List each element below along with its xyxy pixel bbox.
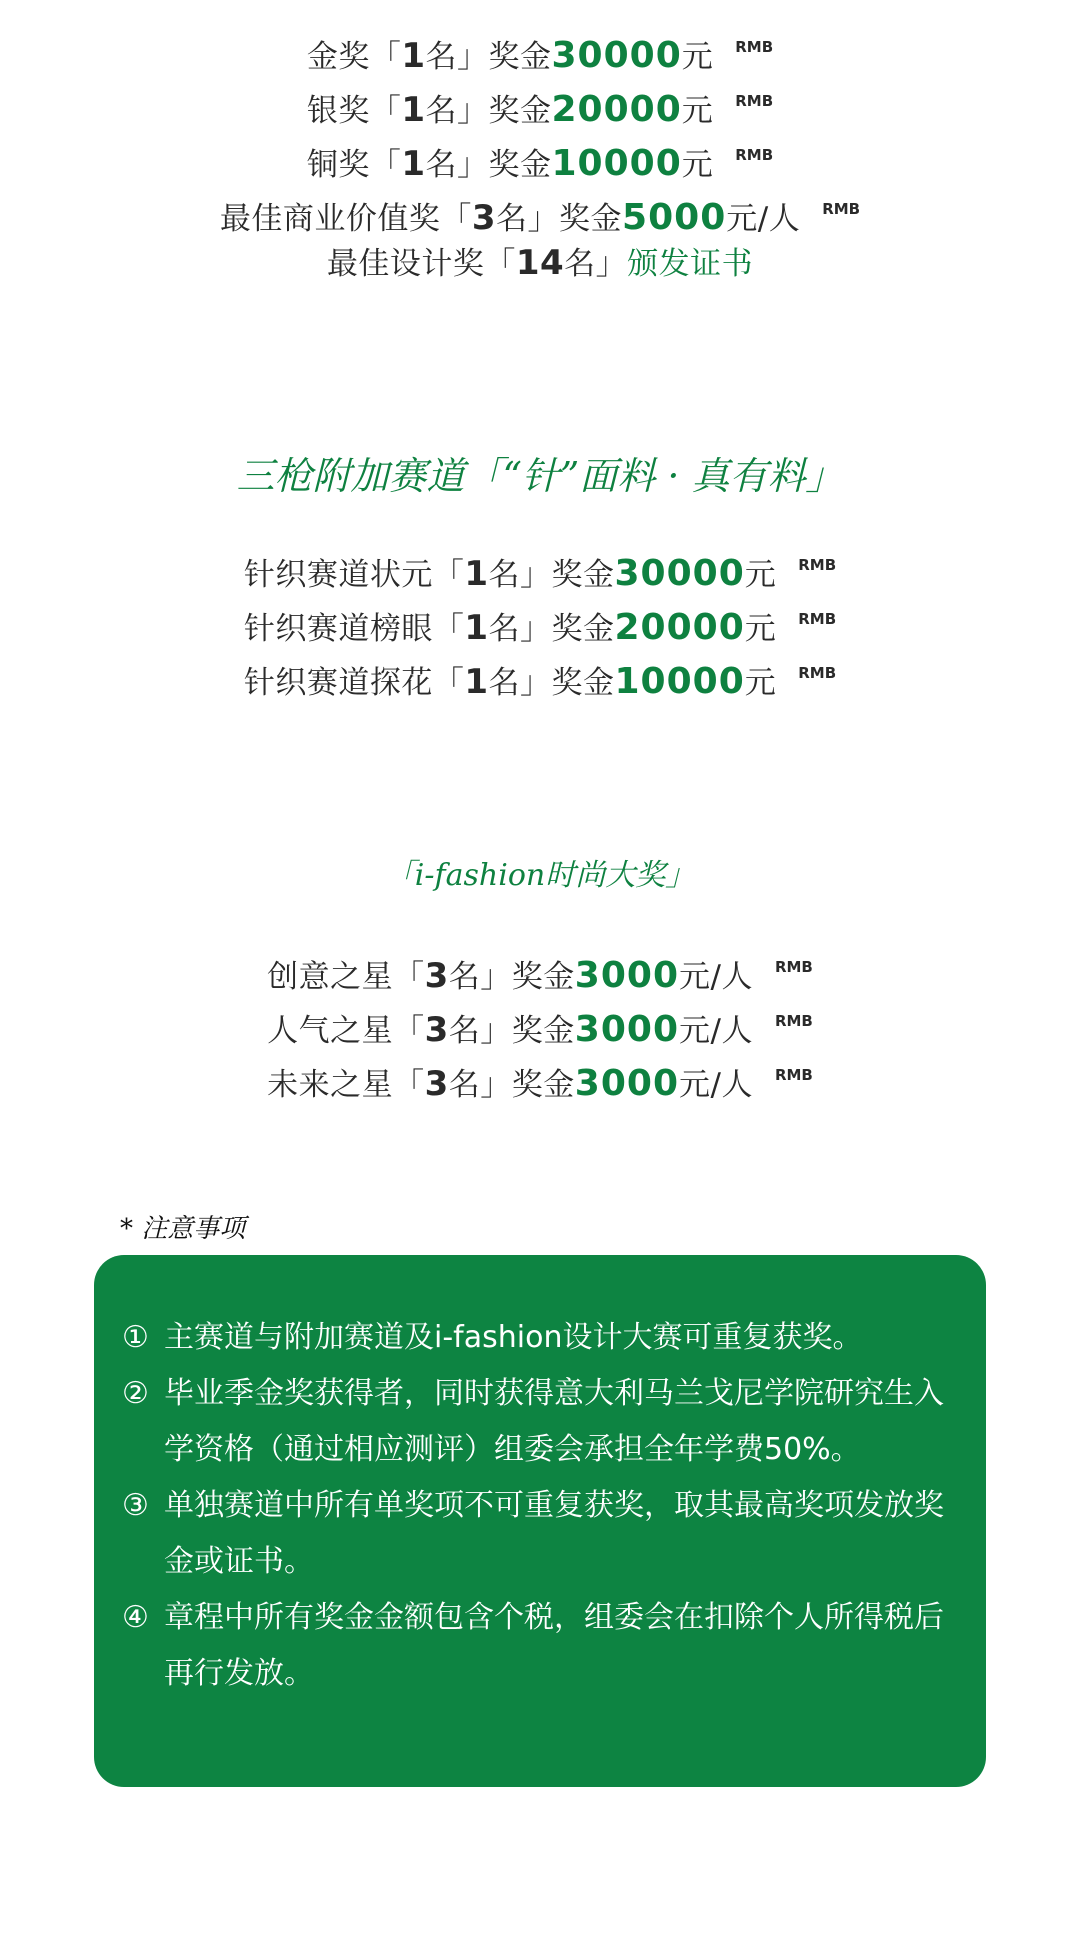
- count-suffix: 名」: [564, 246, 628, 282]
- prize-unit: 元/人: [679, 1067, 753, 1103]
- award-line-popular-star: [0, 994, 1080, 1048]
- bracket-open: 「: [369, 39, 402, 75]
- count-suffix: 名」: [425, 39, 489, 75]
- note-item: [122, 1590, 952, 1702]
- award-name: 未来之星: [267, 1067, 394, 1103]
- award-line-knit-third: [0, 646, 1080, 700]
- bracket-open: 「: [369, 147, 402, 183]
- prize-label: 奖金: [488, 39, 552, 75]
- count-suffix: 名」: [488, 611, 552, 647]
- bracket-open: 「: [432, 665, 465, 701]
- prize-amount: 10000: [614, 661, 745, 702]
- prize-amount: 3000: [574, 1009, 679, 1050]
- award-line-knit-first: [0, 538, 1080, 592]
- award-count: 3: [471, 198, 497, 238]
- award-line-gold: [0, 20, 1080, 74]
- count-suffix: 名」: [448, 959, 512, 995]
- award-name: 金奖: [306, 39, 370, 75]
- award-line-commercial: [0, 182, 1080, 236]
- count-suffix: 名」: [488, 557, 552, 593]
- bracket-open: 「: [369, 93, 402, 129]
- prize-label: 奖金: [488, 147, 552, 183]
- award-name: 最佳商业价值奖: [219, 201, 441, 237]
- ifashion-awards-list: [0, 940, 1080, 1102]
- award-line-future-star: [0, 1048, 1080, 1102]
- award-name: 最佳设计奖: [326, 246, 485, 282]
- note-item: [122, 1310, 952, 1366]
- prize-unit: 元/人: [679, 959, 753, 995]
- currency-label: RMB: [735, 146, 774, 164]
- prize-amount: 30000: [551, 35, 682, 76]
- count-suffix: 名」: [425, 93, 489, 129]
- bracket-open: 「: [393, 1013, 425, 1049]
- award-count: 3: [424, 1010, 449, 1050]
- bracket-open: 「: [393, 959, 425, 995]
- award-count: 1: [401, 90, 426, 130]
- prize-unit: 元/人: [679, 1013, 753, 1049]
- knit-awards-list: [0, 538, 1080, 700]
- count-suffix: 名」: [496, 201, 560, 237]
- note-text: 毕业季金奖获得者，同时获得意大利马兰戈尼学院研究生入学资格（通过相应测评）组委会承担全年学费50%。: [164, 1376, 944, 1467]
- award-count: 3: [424, 956, 449, 996]
- prize-unit: 元: [681, 93, 714, 129]
- award-name: 针织赛道状元: [243, 557, 433, 593]
- award-line-bronze: [0, 128, 1080, 182]
- bracket-open: 「: [440, 201, 472, 237]
- award-name: 针织赛道探花: [243, 665, 433, 701]
- currency-label: RMB: [735, 92, 774, 110]
- note-marker: ②: [122, 1376, 149, 1411]
- award-count: 1: [464, 608, 489, 648]
- currency-label: RMB: [735, 38, 774, 56]
- note-marker: ③: [122, 1488, 149, 1523]
- prize-label: 奖金: [511, 1013, 575, 1049]
- count-suffix: 名」: [448, 1067, 512, 1103]
- award-count: 1: [464, 554, 489, 594]
- prize-amount: 30000: [614, 553, 745, 594]
- prize-unit: 元: [681, 147, 714, 183]
- ifashion-heading: 「i-fashion时尚大奖」: [384, 858, 696, 893]
- award-count: 3: [424, 1064, 449, 1104]
- note-marker: ④: [122, 1600, 149, 1635]
- prize-unit: 元: [744, 611, 777, 647]
- award-line-creative-star: [0, 940, 1080, 994]
- prize-amount: 3000: [574, 1063, 679, 1104]
- note-text: 章程中所有奖金金额包含个税，组委会在扣除个人所得税后再行发放。: [164, 1600, 944, 1691]
- prize-unit: 元/人: [726, 201, 801, 237]
- currency-label: RMB: [774, 1066, 813, 1084]
- award-name: 创意之星: [267, 959, 394, 995]
- award-name: 银奖: [306, 93, 370, 129]
- currency-label: RMB: [798, 610, 837, 628]
- prize-amount: 20000: [551, 89, 682, 130]
- prize-amount: 3000: [574, 955, 679, 996]
- award-line-silver: [0, 74, 1080, 128]
- award-count: 1: [401, 144, 426, 184]
- prize-label: 奖金: [551, 611, 615, 647]
- award-count: 1: [401, 36, 426, 76]
- note-item: [122, 1478, 952, 1590]
- notes-label: * 注意事项: [120, 1214, 246, 1244]
- currency-label: RMB: [774, 1012, 813, 1030]
- note-text: 主赛道与附加赛道及i-fashion设计大赛可重复获奖。: [164, 1320, 863, 1355]
- prize-amount: 10000: [551, 143, 682, 184]
- currency-label: RMB: [822, 200, 861, 218]
- note-marker: ①: [122, 1320, 149, 1355]
- currency-label: RMB: [774, 958, 813, 976]
- award-name: 针织赛道榜眼: [243, 611, 433, 647]
- currency-label: RMB: [798, 664, 837, 682]
- award-line-knit-second: [0, 592, 1080, 646]
- knit-track-heading: 三枪附加赛道「“针”面料 · 真有料」: [236, 454, 844, 498]
- prize-label: 奖金: [488, 93, 552, 129]
- award-count: 1: [464, 662, 489, 702]
- award-reward: 颁发证书: [627, 246, 754, 282]
- award-name: 人气之星: [267, 1013, 394, 1049]
- prize-unit: 元: [744, 665, 777, 701]
- prize-unit: 元: [681, 39, 714, 75]
- award-count: 14: [515, 243, 565, 283]
- currency-label: RMB: [798, 556, 837, 574]
- count-suffix: 名」: [425, 147, 489, 183]
- notes-box: [94, 1255, 986, 1787]
- prize-amount: 20000: [614, 607, 745, 648]
- prize-label: 奖金: [551, 557, 615, 593]
- prize-label: 奖金: [559, 201, 623, 237]
- note-item: [122, 1366, 952, 1478]
- prize-unit: 元: [744, 557, 777, 593]
- award-name: 铜奖: [306, 147, 370, 183]
- main-awards-list: [0, 20, 1080, 290]
- note-text: 单独赛道中所有单奖项不可重复获奖，取其最高奖项发放奖金或证书。: [164, 1488, 944, 1579]
- prize-label: 奖金: [511, 1067, 575, 1103]
- bracket-open: 「: [484, 246, 516, 282]
- award-line-best-design: [0, 236, 1080, 290]
- prize-label: 奖金: [511, 959, 575, 995]
- count-suffix: 名」: [448, 1013, 512, 1049]
- prize-amount: 5000: [622, 197, 727, 238]
- count-suffix: 名」: [488, 665, 552, 701]
- bracket-open: 「: [432, 611, 465, 647]
- bracket-open: 「: [393, 1067, 425, 1103]
- prize-label: 奖金: [551, 665, 615, 701]
- bracket-open: 「: [432, 557, 465, 593]
